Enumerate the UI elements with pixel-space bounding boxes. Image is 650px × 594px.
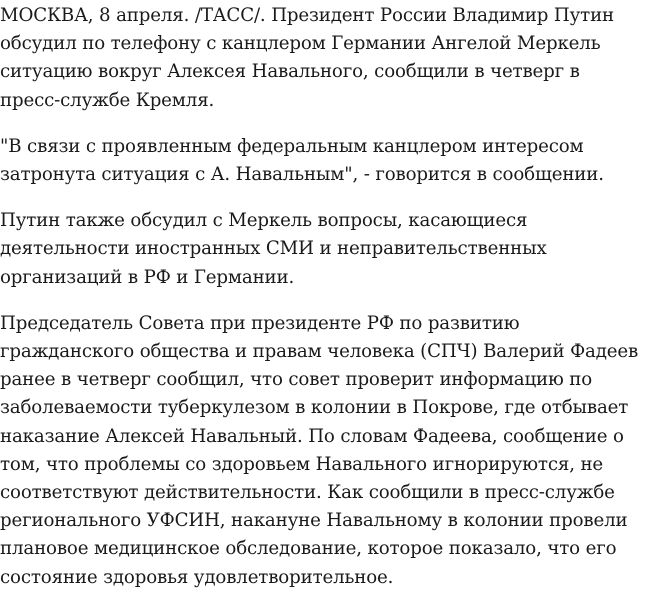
paragraph-quote: "В связи с проявленным федеральным канцлером интересом затронута ситуация с А. Навальным", - говорится в сообщении. (0, 135, 604, 186)
paragraph-human-rights-council: Председатель Совета при президенте РФ по развитию гражданского общества и правам человека (СПЧ) Валерий Фадеев ранее в четверг сообщил, что совет проверит информацию по заболеваемости туберкулезом в колонии в Покрове, где отбывает наказание Алексей Навальный. По словам Фадеева, сообщение о том, что проблемы со здоровьем Навального игнорируются, не соответствуют действительности. Как сообщили в пресс-службе регионального УФСИН, накануне Навальному в колонии провели плановое медицинское обследование, которое показало, что его состояние здоровья удовлетворительное. (0, 312, 639, 588)
paragraph-media-ngo: Путин также обсудил с Меркель вопросы, касающиеся деятельности иностранных СМИ и неправительственных организаций в РФ и Германии. (0, 210, 547, 288)
paragraph-lead: МОСКВА, 8 апреля. /ТАСС/. Президент России Владимир Путин обсудил по телефону с канцлером Германии Ангелой Меркель ситуацию вокруг Алексея Навального, сообщили в четверг в пресс-службе Кремля. (0, 5, 615, 111)
article-body (0, 2, 650, 592)
